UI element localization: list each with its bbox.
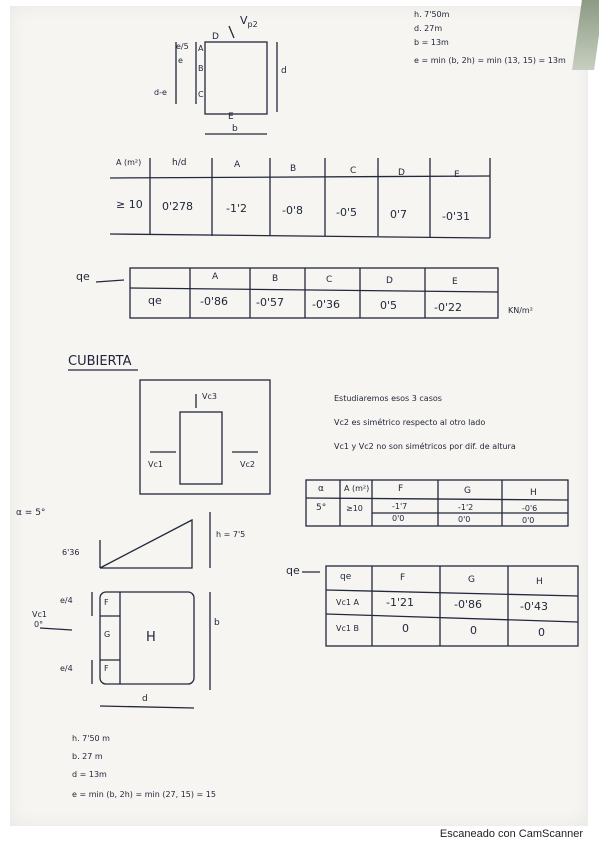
zone-h: H [146,630,156,645]
t4-r0-c1: -1'21 [386,596,414,609]
t2-header-b: B [272,274,279,284]
zone-g: G [104,630,111,639]
t3-header-3: G [464,486,471,496]
t2-header-d: D [386,276,393,286]
t2-cell-2: -0'57 [256,296,284,309]
e4-bottom: e/4 [60,664,73,673]
point-d: D [212,32,219,42]
point-b: B [198,64,204,73]
wind-arrow [229,26,234,38]
point-e: E [228,112,234,122]
t2-cell-1: -0'86 [200,295,228,308]
zone-f2: F [104,664,109,673]
t4-r1-c1: 0 [402,622,409,635]
t3-cell-2: -1'7 [392,502,408,511]
t1-cell-6: -0'31 [442,210,470,223]
bottom-e: e = min (b, 2h) = min (27, 15) = 15 [72,790,216,799]
t2-unit: KN/m² [508,306,533,315]
t1-header-3: B [290,164,297,174]
t1-cell-0: ≥ 10 [116,198,143,211]
bottom-d: d = 13m [72,770,107,779]
t1-header-1: h/d [172,158,187,168]
t1-header-6: E [454,170,460,180]
t2-cell-4: 0'5 [380,299,398,312]
t3-cell-0: 5° [316,503,327,513]
t4-r0-c3: -0'43 [520,600,548,613]
note-1: Estudiaremos esos 3 casos [334,394,442,403]
t4-header-1: F [400,573,406,583]
data-e: e = min (b, 2h) = min (13, 15) = 13m [414,56,566,65]
t3-cell2-3: 0'0 [458,515,471,524]
t4-r0-c2: -0'86 [454,598,482,611]
note-2: Vc2 es simétrico respecto al otro lado [334,418,486,427]
vc1-label: Vc1 [148,460,163,469]
t1-cell-3: -0'8 [282,204,303,217]
roof-wind: Vc1 [32,610,47,619]
t2-header-c: C [326,275,333,285]
bottom-h: h. 7'50 m [72,734,110,743]
t2-header-e: E [452,277,458,287]
t2-label: qe [76,270,90,283]
alpha-label: α = 5° [16,508,46,518]
t4-header-2: G [468,575,475,585]
t4-r1-c2: 0 [470,624,477,637]
t1-header-4: C [350,166,357,176]
t3-cell-4: -0'6 [522,504,538,513]
t3-header-0: α [318,484,324,494]
t2-cell-3: -0'36 [312,298,340,311]
e4-top: e/4 [60,596,73,605]
camscanner-footer: Escaneado con CamScanner [439,828,583,840]
zone-f1: F [104,598,109,607]
t1-header-2: A [234,160,241,170]
roof-dim-d: d [142,694,148,704]
data-h: h. 7'50m [414,10,450,19]
dim-e: e [178,56,183,65]
point-a: A [198,44,204,53]
t4-r1-c3: 0 [538,626,545,639]
dim-d: d [281,66,287,76]
t1-header-0: A (m²) [116,158,142,167]
t3-header-2: F [398,484,404,494]
t1-cell-1: 0'278 [162,200,194,213]
roof-wind-angle: 0° [34,620,44,629]
note-3: Vc1 y Vc2 no son simétricos por dif. de altura [334,442,516,451]
t4-header-0: qe [340,572,352,582]
dim-b: b [232,124,238,134]
height-right: h = 7'5 [216,530,246,539]
t4-label: qe [286,564,300,577]
t3-cell-3: -1'2 [458,503,474,512]
t3-cell-1: ≥10 [346,504,363,513]
cubierta-title: CUBIERTA [68,354,132,369]
vc2-label: Vc2 [240,460,255,469]
t3-cell2-2: 0'0 [392,514,405,523]
t4-header-3: H [536,577,543,587]
data-d: d. 27m [414,24,443,33]
bottom-b: b. 27 m [72,752,103,761]
dim-e5: e/5 [176,42,189,51]
t1-header-5: D [398,168,405,178]
point-c: C [198,90,204,99]
t1-cell-4: -0'5 [336,206,357,219]
dim-de: d-e [154,88,167,97]
t3-header-1: A (m²) [344,484,370,493]
facade-rect [205,42,267,114]
t2-cell-0: qe [148,294,162,307]
t1-cell-5: 0'7 [390,208,408,221]
t2-cell-5: -0'22 [434,301,462,314]
t3-header-4: H [530,488,537,498]
wind-label: $V_{p2}$ [240,14,258,30]
t4-r0-c0: Vc1 A [336,598,359,607]
vc3-label: Vc3 [202,392,217,401]
t4-r1-c0: Vc1 B [336,624,359,633]
height-left: 6'36 [62,548,80,557]
data-b: b = 13m [414,38,449,47]
t2-header-a: A [212,272,219,282]
roof-dim-b: b [214,618,220,628]
t3-cell2-4: 0'0 [522,516,535,525]
t1-cell-2: -1'2 [226,202,247,215]
